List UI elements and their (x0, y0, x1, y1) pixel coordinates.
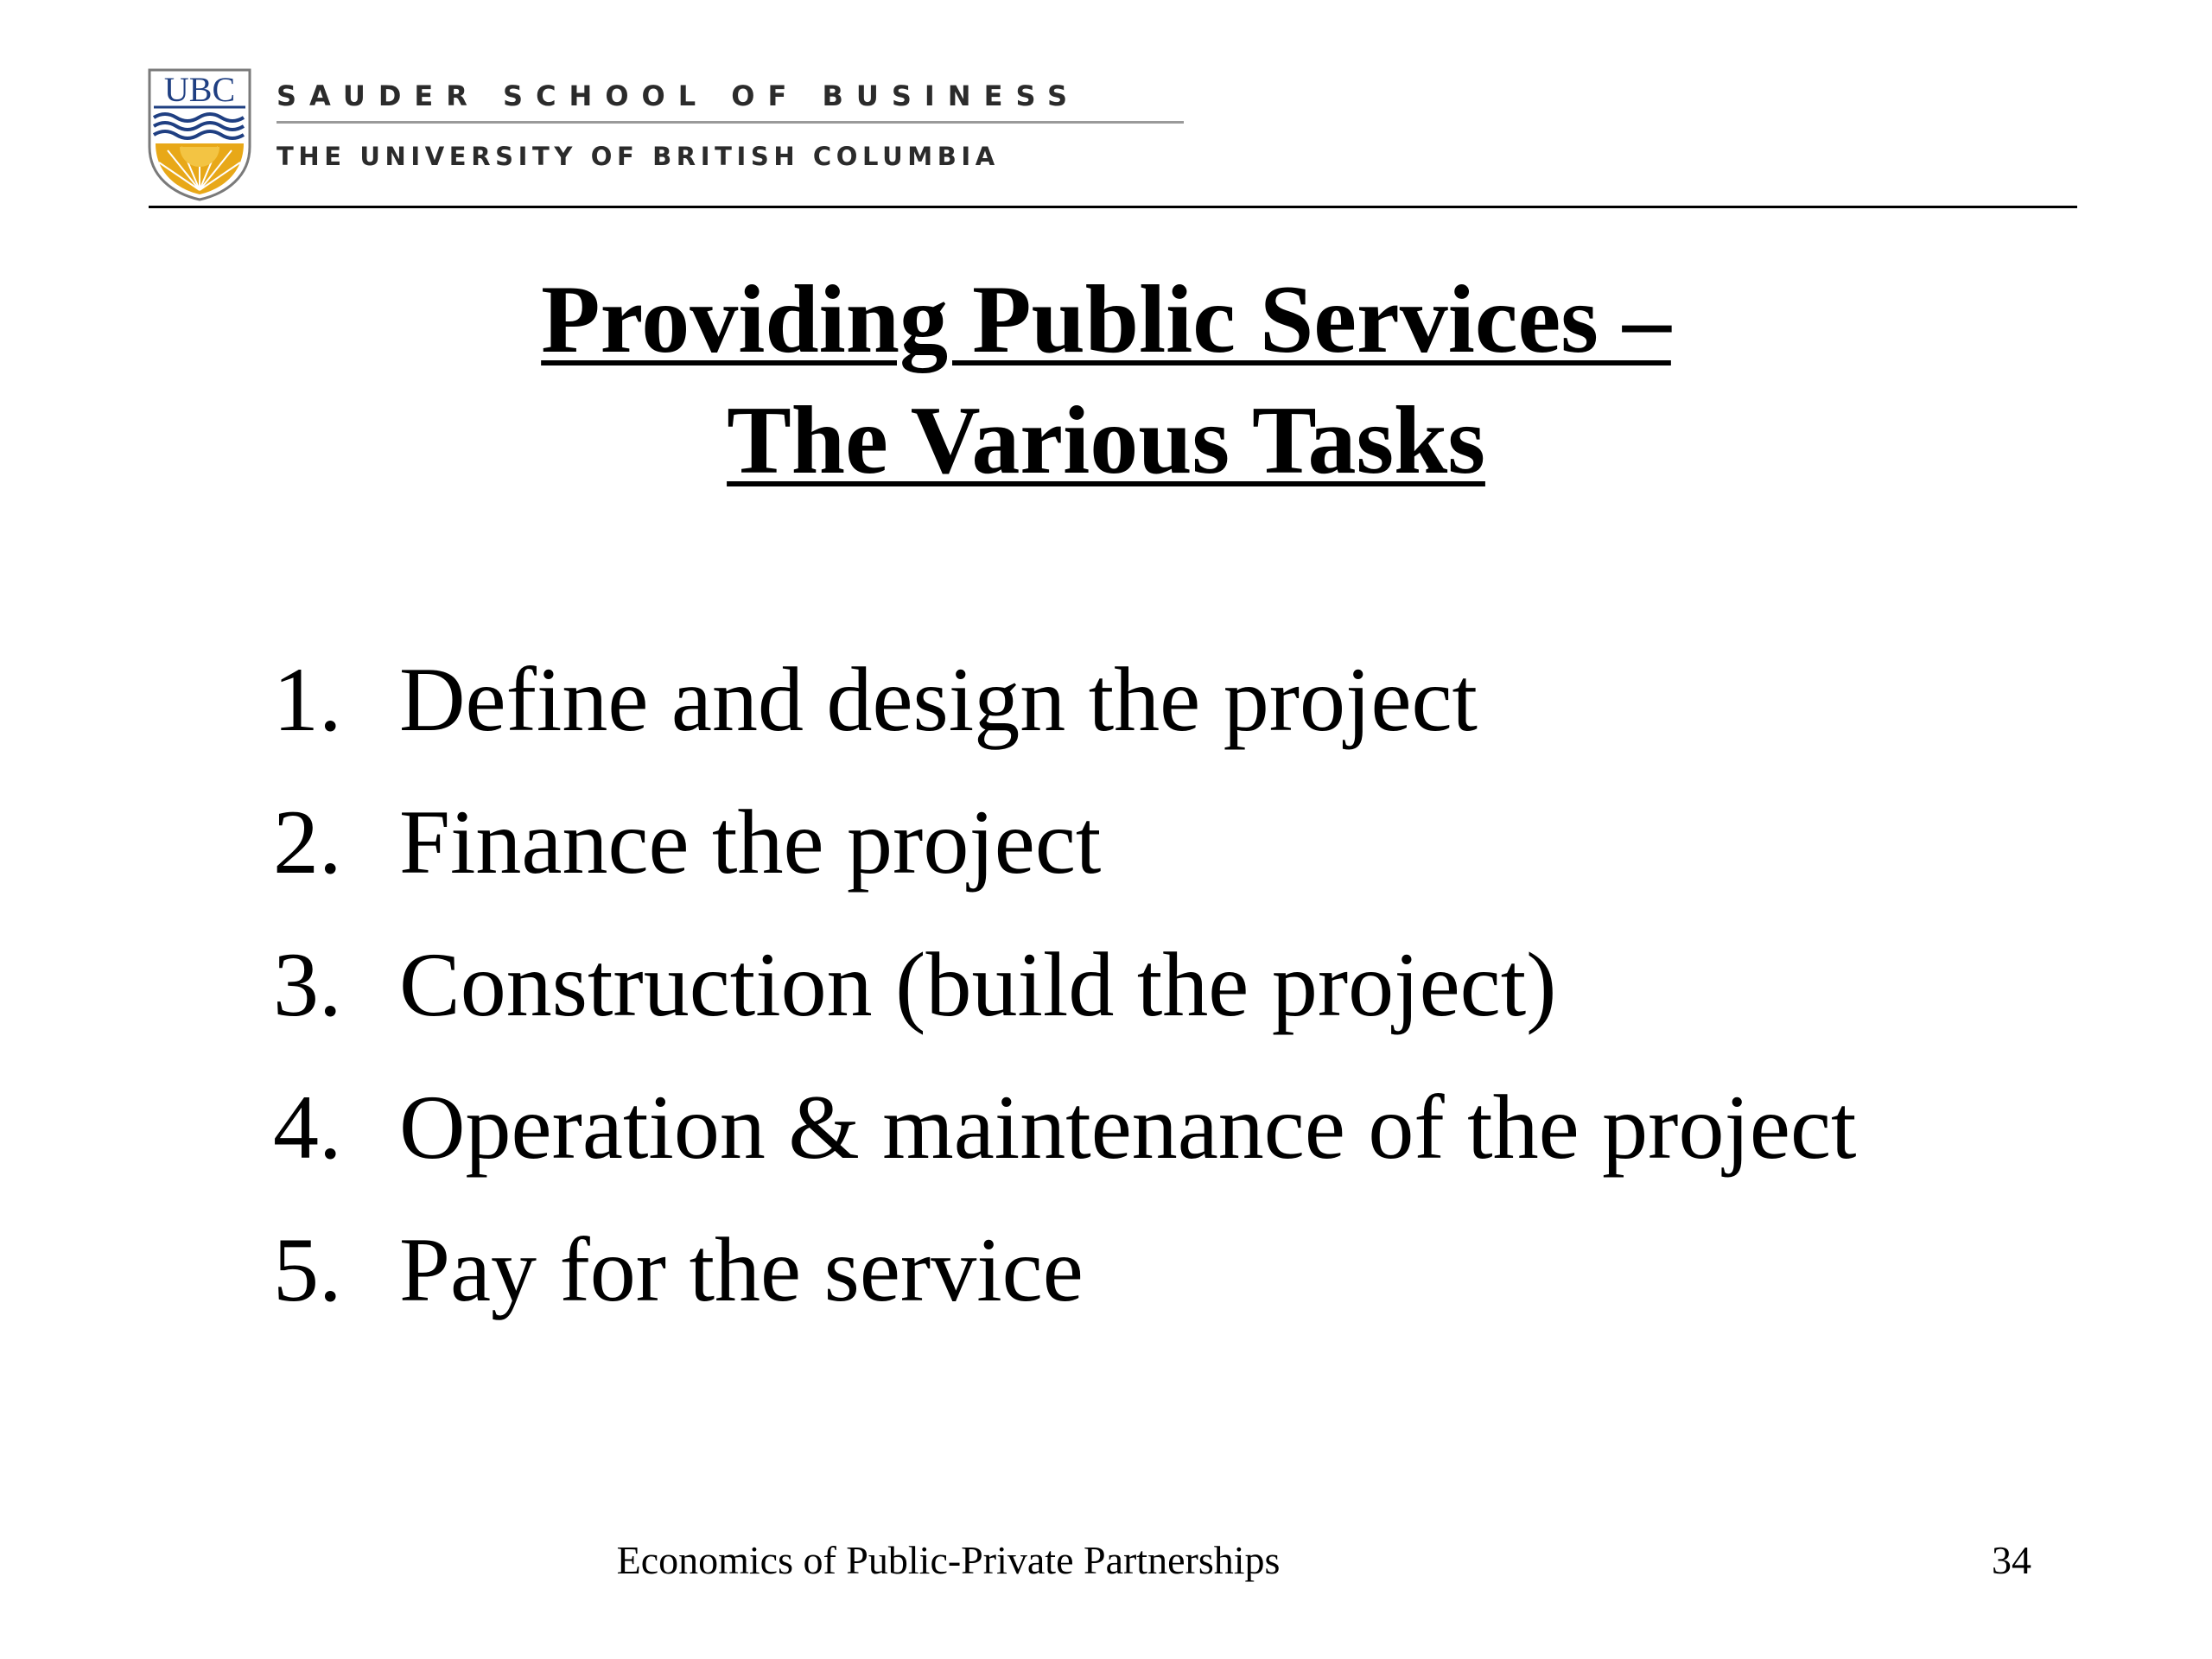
task-list (273, 644, 1856, 1357)
page-number: 34 (1992, 1538, 2031, 1582)
university-name: THE UNIVERSITY OF BRITISH COLUMBIA (276, 142, 1000, 171)
list-item-text: Finance the project (399, 791, 1102, 893)
list-item-number: 3. (273, 934, 342, 1035)
title-line-1: Providing Public Services – (541, 266, 1671, 373)
logo-lettering: UBC (163, 70, 236, 109)
list-item-number: 2. (273, 791, 342, 893)
list-item (273, 644, 1856, 786)
list-item (273, 1071, 1856, 1214)
list-item-text: Define and design the project (399, 649, 1478, 750)
header-rule (276, 121, 1184, 124)
list-item (273, 929, 1856, 1071)
footer-course-title: Economics of Public-Private Partnerships (616, 1538, 1281, 1582)
list-item (273, 786, 1856, 929)
list-item-text: Construction (build the project) (399, 934, 1557, 1035)
header-divider (149, 206, 2077, 208)
school-name: SAUDER SCHOOL OF BUSINESS (276, 79, 1081, 112)
list-item (273, 1214, 1856, 1357)
list-item-text: Pay for the service (399, 1219, 1084, 1320)
title-line-2: The Various Tasks (727, 387, 1485, 494)
header (147, 67, 2082, 206)
list-item-text: Operation & maintenance of the project (399, 1077, 1857, 1178)
ubc-crest-logo (147, 67, 252, 202)
list-item-number: 5. (273, 1219, 342, 1320)
list-item-number: 1. (273, 649, 342, 750)
list-item-number: 4. (273, 1077, 342, 1178)
slide-title (0, 259, 2212, 501)
